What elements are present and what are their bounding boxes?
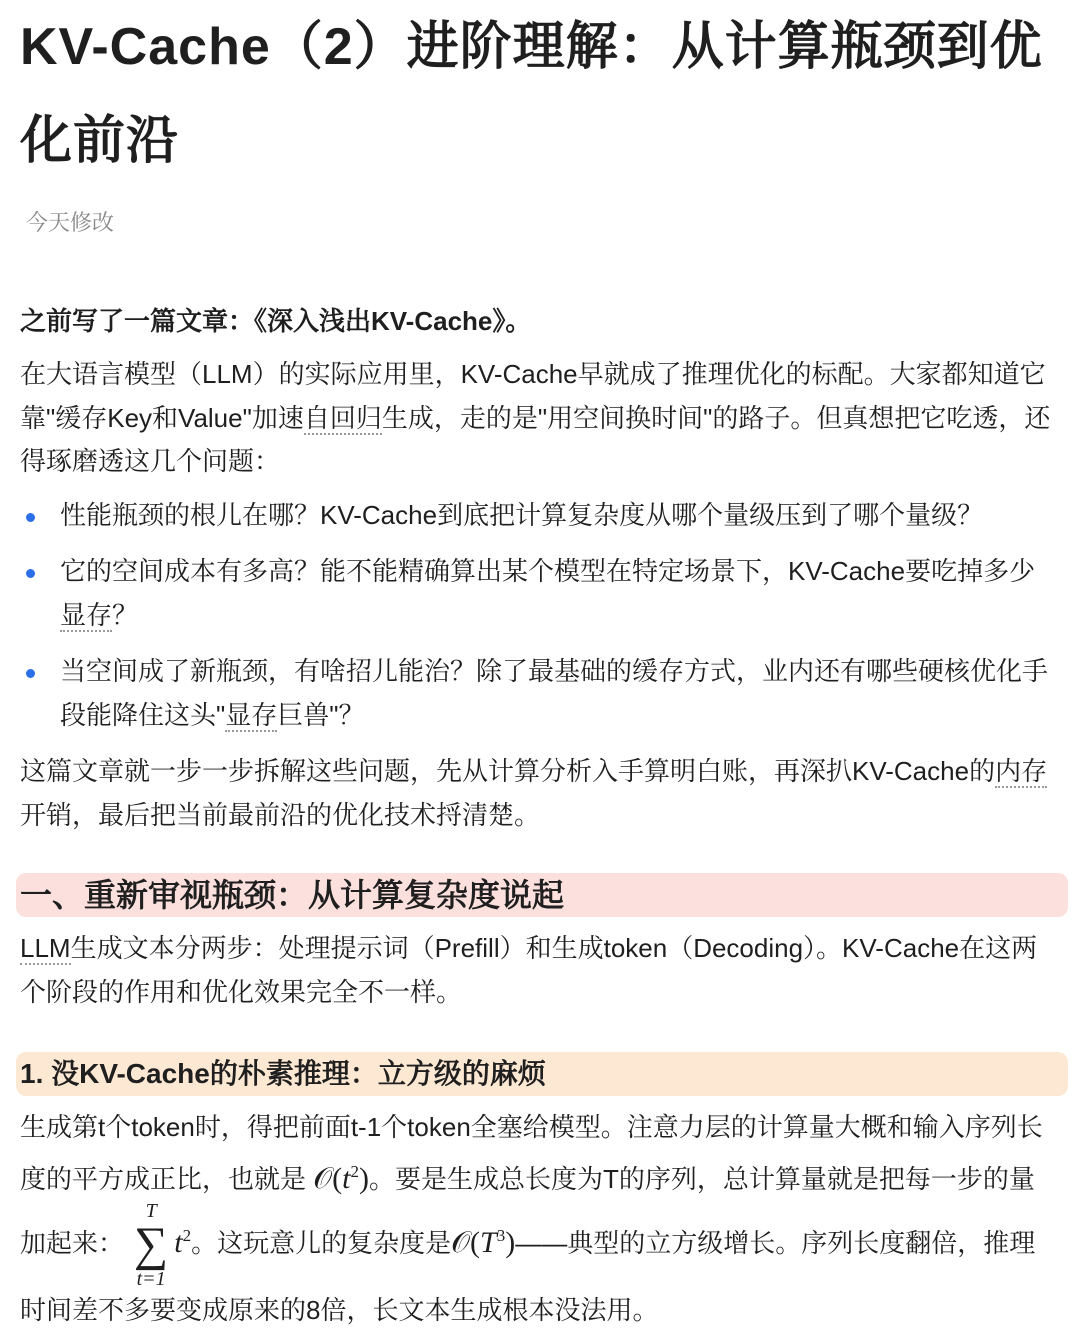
list-item	[20, 650, 1060, 737]
bullet-icon	[26, 513, 35, 522]
text: 。这玩意儿的复杂度是	[191, 1227, 452, 1258]
text: 当空间成了新瓶颈，有啥招儿能治？除了最基础的缓存方式，业内还有哪些硬核优化手段能降住这头"	[60, 656, 1049, 730]
subsection-heading: 1. 没KV-Cache的朴素推理：立方级的麻烦	[16, 1052, 1068, 1096]
text: ？	[112, 599, 139, 630]
math-t2: $t^2$	[174, 1225, 192, 1259]
text: 它的空间成本有多高？能不能精确算出某个模型在特定场景下，KV-Cache要吃掉多少	[60, 556, 1036, 586]
dotted-term[interactable]: 显存	[225, 699, 278, 730]
bullet-icon	[26, 569, 35, 578]
text: 性能瓶颈的根儿在哪？KV-Cache到底把计算复杂度从哪个量级压到了哪个量级？	[60, 499, 984, 530]
math-summation: T ∑ t=1	[134, 1200, 169, 1290]
dotted-term[interactable]: 自回归	[303, 402, 382, 433]
text: ——典型的立方级增长。序列长度翻倍，推理时间差不多要变成原来的8倍，长文本生成根本没法用。	[20, 1227, 1036, 1325]
list-item	[20, 550, 1060, 637]
math-o-t3: $𝒪(T^3)$	[451, 1225, 516, 1259]
paragraph-2	[20, 750, 1060, 837]
text: 在大语言模型（LLM）的实际应用里，KV-Cache早就成了推理优化的标配。大家都知道它靠"缓存Key和Value"加速	[20, 359, 1046, 433]
text: 。要是生成总长度为T的序列，总计算量就是把每一步的量加起来：	[20, 1163, 1035, 1258]
subsection-paragraph	[20, 1106, 1060, 1333]
section-heading: 一、重新审视瓶颈：从计算复杂度说起	[16, 873, 1068, 917]
question-list	[20, 494, 1060, 738]
paragraph-1	[20, 353, 1060, 484]
section-paragraph	[20, 927, 1060, 1014]
dotted-term[interactable]: 显存	[60, 599, 113, 630]
bullet-icon	[26, 669, 35, 678]
page-title: KV-Cache（2）进阶理解：从计算瓶颈到优化前沿	[20, 18, 1043, 170]
modified-time: 今天修改	[26, 210, 115, 235]
text: 开销，最后把当前最前沿的优化技术捋清楚。	[20, 799, 541, 830]
dotted-term[interactable]: LLM	[20, 933, 71, 963]
list-item	[20, 494, 1060, 538]
text: 这篇文章就一步一步拆解这些问题，先从计算分析入手算明白账，再深扒KV-Cache的	[20, 756, 996, 786]
dotted-term[interactable]: 内存	[995, 756, 1048, 786]
text: 巨兽"？	[277, 699, 365, 730]
text: 生成文本分两步：处理提示词（Prefill）和生成token（Decoding）。KV-Cache在这两个阶段的作用和优化效果完全不一样。	[20, 933, 1038, 1007]
text: 生成，走的是"用空间换时间"的路子。但真想把它吃透，还得琢磨透这几个问题：	[20, 402, 1051, 476]
intro-line: 之前写了一篇文章：《深入浅出KV-Cache》。	[20, 306, 532, 336]
math-o-t2: $𝒪(t^2)$	[313, 1161, 369, 1195]
text: 生成第t个token时，得把前面t-1个token全塞给模型。注意力层的计算量大概和输入序列长度的平方成正比，也就是	[20, 1112, 1043, 1194]
